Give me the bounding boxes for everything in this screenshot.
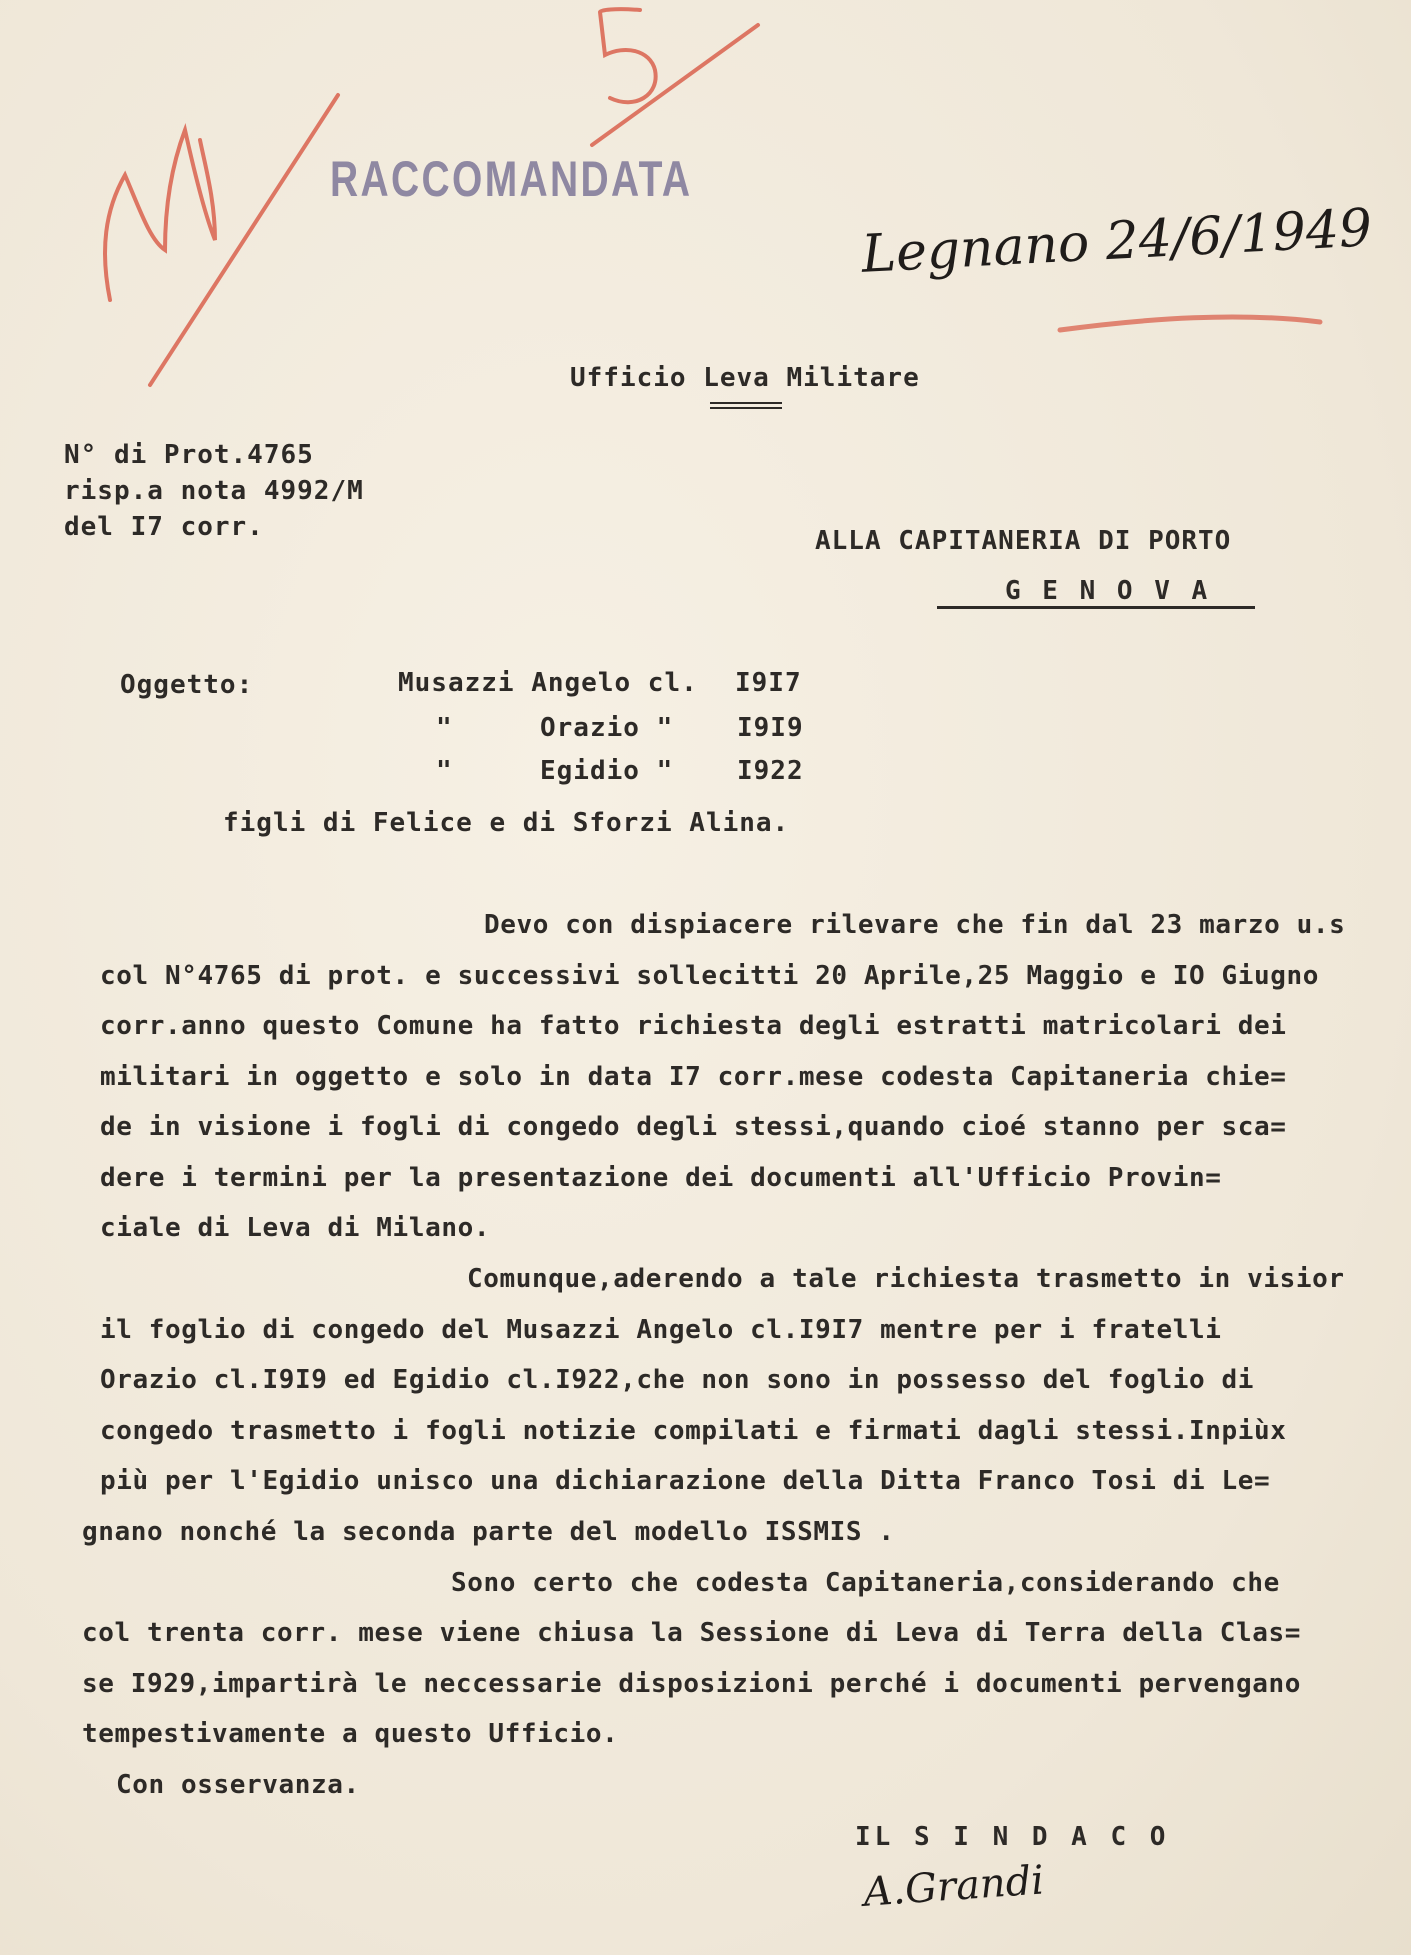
body-line: Devo con dispiacere rilevare che fin dal 23 marzo u.s — [484, 910, 1346, 940]
subject-year-1: I9I7 — [735, 668, 802, 698]
recipient-line-2: G E N O V A — [1005, 576, 1211, 606]
subject-name-1: Musazzi Angelo cl. — [398, 668, 698, 698]
body-line: col trenta corr. mese viene chiusa la Sessione di Leva di Terra della Clas= — [82, 1618, 1301, 1648]
protocol-number: N° di Prot.4765 — [64, 440, 314, 470]
body-line: ciale di Leva di Milano. — [100, 1213, 491, 1243]
body-line: corr.anno questo Comune ha fatto richiesta degli estratti matricolari dei — [100, 1011, 1287, 1041]
body-line: de in visione i fogli di congedo degli stessi,quando cioé stanno per sca= — [100, 1112, 1287, 1142]
subject-label: Oggetto: — [120, 670, 254, 700]
subject-parents: figli di Felice e di Sforzi Alina. — [223, 808, 790, 838]
raccomandata-stamp: RACCOMANDATA — [330, 151, 693, 207]
body-line: Sono certo che codesta Capitaneria,considerando che — [451, 1568, 1280, 1598]
subject-ditto-2: " — [436, 713, 453, 743]
office-underline-1 — [710, 402, 782, 404]
body-line: dere i termini per la presentazione dei documenti all'Ufficio Provin= — [100, 1163, 1222, 1193]
body-line: il foglio di congedo del Musazzi Angelo cl.I9I7 mentre per i fratelli — [100, 1315, 1222, 1345]
subject-year-2: I9I9 — [737, 713, 804, 743]
protocol-date: del I7 corr. — [64, 512, 264, 542]
subject-name-3: Egidio " — [540, 756, 674, 786]
red-slash-left — [150, 95, 338, 385]
subject-year-3: I922 — [737, 756, 804, 786]
body-line: Orazio cl.I9I9 ed Egidio cl.I922,che non sono in possesso del foglio di — [100, 1365, 1254, 1395]
place-date: Legnano 24/6/1949 — [860, 198, 1374, 285]
subject-name-2: Orazio " — [540, 713, 674, 743]
body-line: congedo trasmetto i fogli notizie compilati e firmati dagli stessi.Inpiùx — [100, 1416, 1287, 1446]
office-heading: Ufficio Leva Militare — [570, 363, 920, 393]
body-line: Comunque,aderendo a tale richiesta trasmetto in visior — [467, 1264, 1345, 1294]
body-line: gnano nonché la seconda parte del modello ISSMIS . — [82, 1517, 895, 1547]
body-line: se I929,impartirà le neccessarie disposizioni perché i documenti pervengano — [82, 1669, 1301, 1699]
red-underline-date — [1060, 317, 1320, 330]
protocol-reply-note: risp.a nota 4992/M — [64, 476, 364, 506]
signature-handwritten: A.Grandi — [862, 1857, 1046, 1916]
red-five-mark — [600, 9, 656, 102]
body-line: tempestivamente a questo Ufficio. — [82, 1719, 619, 1749]
body-line: più per l'Egidio unisco una dichiarazione della Ditta Franco Tosi di Le= — [100, 1466, 1271, 1496]
recipient-line-1: ALLA CAPITANERIA DI PORTO — [815, 526, 1232, 556]
red-slash-right — [592, 25, 758, 145]
closing: Con osservanza. — [116, 1770, 360, 1800]
red-m-mark — [105, 130, 215, 300]
recipient-underline — [937, 606, 1255, 609]
body-line: col N°4765 di prot. e successivi sollecitti 20 Aprile,25 Maggio e IO Giugno — [100, 961, 1319, 991]
subject-ditto-3: " — [436, 756, 453, 786]
signature-title: IL S I N D A C O — [855, 1822, 1170, 1852]
office-underline-2 — [710, 407, 782, 409]
body-line: militari in oggetto e solo in data I7 corr.mese codesta Capitaneria chie= — [100, 1062, 1287, 1092]
